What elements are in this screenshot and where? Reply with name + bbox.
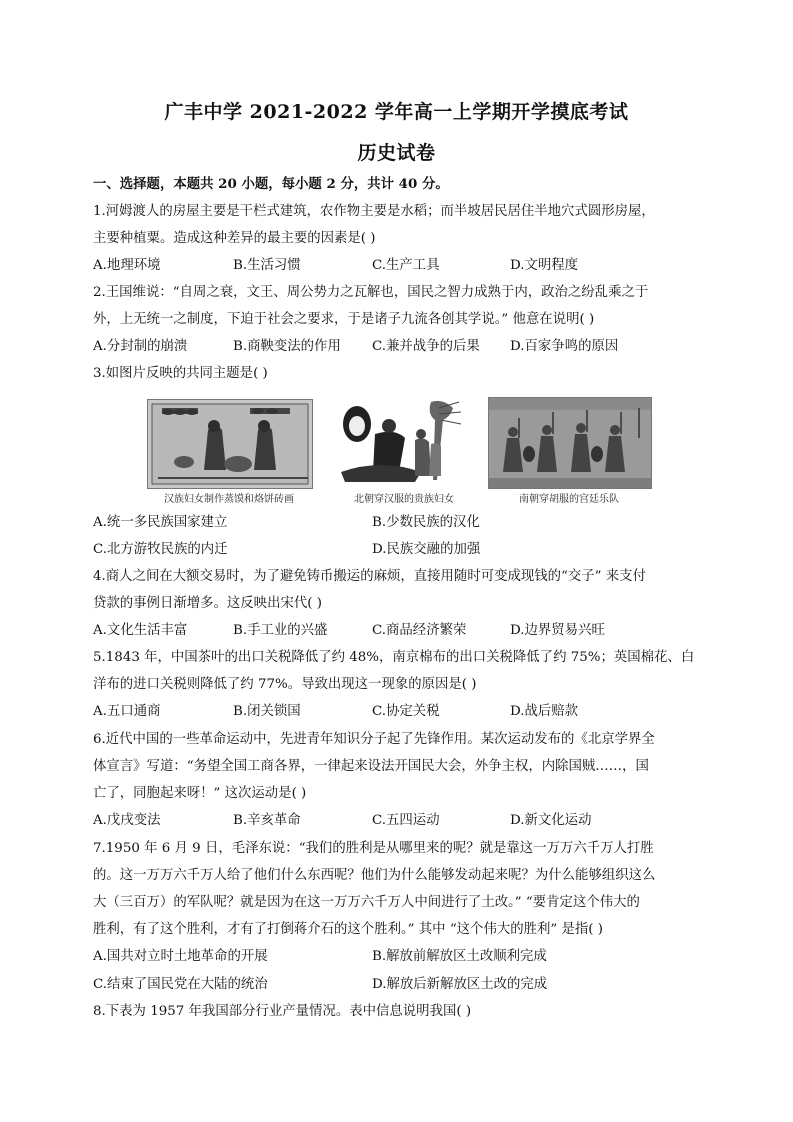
figure-brick-painting (147, 399, 313, 489)
question-2-line-1: 2.王国维说：“自周之衰，文王、周公势力之瓦解也，国民之智力成熟于内，政治之纷乱乘之于 (93, 285, 649, 300)
question-4-line-2: 贷款的事例日渐增多。这反映出宋代( ) (93, 596, 322, 611)
exam-subject: 历史试卷 (357, 142, 436, 164)
option-a[interactable]: A.地理环境 (93, 258, 161, 273)
question-4-line-1: 4.商人之间在大额交易时，为了避免铸币搬运的麻烦，直接用随时可变成现钱的“交子” 来支付 (93, 569, 646, 584)
section-heading: 一、选择题，本题共 20 小题，每小题 2 分，共计 40 分。 (93, 176, 449, 192)
option-a[interactable]: A.戊戌变法 (93, 813, 161, 828)
option-b[interactable]: B.少数民族的汉化 (372, 515, 480, 530)
figure-3-caption: 南朝穿胡服的宫廷乐队 (519, 494, 619, 505)
option-c[interactable]: C.兼并战争的后果 (372, 339, 480, 354)
option-d[interactable]: D.解放后新解放区土改的完成 (372, 977, 548, 992)
option-d[interactable]: D.文明程度 (510, 258, 579, 273)
figure-noblewoman (334, 393, 476, 489)
noblewoman-illustration (335, 394, 475, 488)
option-a[interactable]: A.五口通商 (93, 704, 161, 719)
question-2-line-2: 外，上无统一之制度，下迫于社会之要求，于是诸子九流各创其学说。” 他意在说明( ) (93, 312, 595, 327)
question-3-options-row-1 (93, 514, 703, 532)
option-a[interactable]: A.文化生活丰富 (93, 623, 188, 638)
option-c[interactable]: C.结束了国民党在大陆的统治 (93, 977, 268, 992)
question-7-line-2: 的。这一万万六千万人给了他们什么东西呢？他们为什么能够发动起来呢？为什么能够组织这么 (93, 868, 656, 883)
option-c[interactable]: C.北方游牧民族的内迁 (93, 542, 228, 557)
question-3-line-1: 3.如图片反映的共同主题是( ) (93, 366, 268, 381)
question-8-line-1: 8.下表为 1957 年我国部分行业产量情况。表中信息说明我国( ) (93, 1004, 472, 1019)
figure-2-caption: 北朝穿汉服的贵族妇女 (354, 494, 454, 505)
question-7-line-4: 胜利，有了这个胜利，才有了打倒蒋介石的这个胜利。” 其中 “这个伟大的胜利” 是指( ) (93, 922, 603, 937)
option-c[interactable]: C.五四运动 (372, 813, 440, 828)
question-3-options-row-2 (93, 541, 703, 559)
option-d[interactable]: D.新文化运动 (510, 813, 592, 828)
option-c[interactable]: C.商品经济繁荣 (372, 623, 467, 638)
question-6-line-2: 体宣言》写道：“务望全国工商各界，一律起来设法开国民大会，外争主权，内除国贼……，国 (93, 759, 649, 774)
question-6-options (93, 812, 703, 830)
court-band-illustration (489, 398, 651, 488)
option-d[interactable]: D.边界贸易兴旺 (510, 623, 605, 638)
question-5-options (93, 703, 703, 721)
figure-court-band (488, 397, 652, 489)
question-1-line-2: 主要种植粟。造成这种差异的最主要的因素是( ) (93, 231, 376, 246)
option-b[interactable]: B.生活习惯 (233, 258, 301, 273)
question-4-options (93, 622, 703, 640)
question-7-line-1: 7.1950 年 6 月 9 日，毛泽东说：“我们的胜利是从哪里来的呢？就是靠这一万万六千万人打胜 (93, 841, 654, 856)
question-7-options-row-1 (93, 948, 703, 966)
option-c[interactable]: C.生产工具 (372, 258, 440, 273)
figure-1-caption: 汉族妇女制作蒸馍和烙饼砖画 (164, 494, 294, 505)
option-b[interactable]: B.辛亥革命 (233, 813, 301, 828)
option-c[interactable]: C.协定关税 (372, 704, 440, 719)
question-2-options (93, 338, 703, 356)
question-7-options-row-2 (93, 976, 703, 994)
option-d[interactable]: D.百家争鸣的原因 (510, 339, 619, 354)
question-5-line-1: 5.1843 年，中国茶叶的出口关税降低了约 48%，南京棉布的出口关税降低了约 75%；英国棉花、白 (93, 650, 695, 665)
question-5-line-2: 洋布的进口关税则降低了约 77%。导致出现这一现象的原因是( ) (93, 677, 477, 692)
exam-title: 广丰中学 2021-2022 学年高一上学期开学摸底考试 (164, 101, 629, 123)
question-7-line-3: 大（三百万）的军队呢？就是因为在这一万万六千万人中间进行了土改。” “要肯定这个伟大的 (93, 895, 640, 910)
option-a[interactable]: A.分封制的崩溃 (93, 339, 188, 354)
question-1-options (93, 257, 703, 275)
option-b[interactable]: B.闭关锁国 (233, 704, 301, 719)
question-1-line-1: 1.河姆渡人的房屋主要是干栏式建筑，农作物主要是水稻；而半坡居民居住半地穴式圆形房屋， (93, 204, 655, 219)
option-a[interactable]: A.统一多民族国家建立 (93, 515, 228, 530)
option-b[interactable]: B.商鞅变法的作用 (233, 339, 341, 354)
option-b[interactable]: B.解放前解放区土改顺利完成 (372, 949, 547, 964)
question-6-line-1: 6.近代中国的一些革命运动中，先进青年知识分子起了先锋作用。某次运动发布的《北京学界全 (93, 732, 655, 747)
option-d[interactable]: D.战后赔款 (510, 704, 579, 719)
option-a[interactable]: A.国共对立时土地革命的开展 (93, 949, 268, 964)
option-d[interactable]: D.民族交融的加强 (372, 542, 481, 557)
question-6-line-3: 亡了，同胞起来呀！” 这次运动是( ) (93, 786, 307, 801)
option-b[interactable]: B.手工业的兴盛 (233, 623, 328, 638)
brick-painting-illustration (148, 400, 312, 488)
